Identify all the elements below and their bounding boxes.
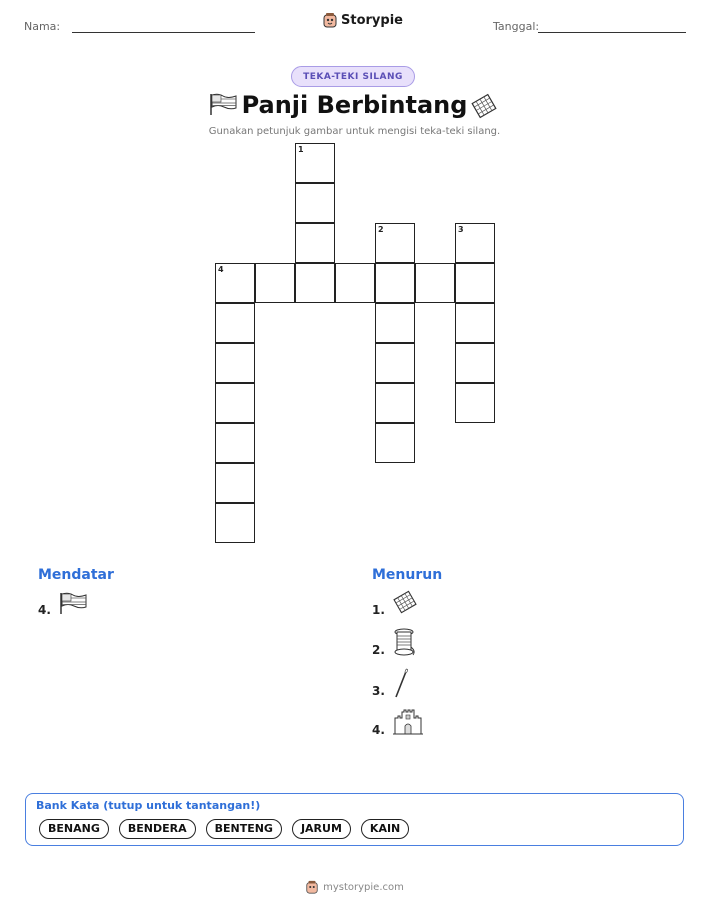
mascot-icon [305,880,319,894]
word-bank-list [39,819,409,839]
crossword-cell[interactable] [215,383,255,423]
crossword-cell[interactable] [255,263,295,303]
across-clue-4 [38,589,88,617]
crossword-cell[interactable] [215,303,255,343]
clue-number: 1 [298,145,304,154]
crossword-cell[interactable] [415,263,455,303]
crossword-cell[interactable] [295,183,335,223]
flag-icon [58,591,88,615]
clue-number: 4 [218,265,224,274]
crossword-cell[interactable] [455,383,495,423]
crossword-cell[interactable] [295,223,335,263]
thread-spool-icon [392,627,418,657]
crossword-cell[interactable] [455,223,495,263]
down-clue-1 [372,587,418,617]
brand-logo [322,12,403,28]
date-label: Tanggal: [493,20,540,33]
date-line [538,32,686,33]
crossword-cell[interactable] [215,343,255,383]
clue-number: 3. [372,684,385,698]
down-heading: Menurun [372,567,443,583]
crossword-cell[interactable] [455,303,495,343]
word-chip: JARUM [292,819,351,839]
footer-url[interactable]: mystorypie.com [323,881,404,893]
crossword-cell[interactable] [215,423,255,463]
crossword-cell[interactable] [455,343,495,383]
fabric-icon [470,93,498,119]
fortress-icon [392,708,424,736]
clue-number: 4. [372,723,385,737]
clue-number: 1. [372,603,385,617]
clue-number: 2 [378,225,384,234]
crossword-cell[interactable] [455,263,495,303]
brand-name: Storypie [341,12,403,28]
word-bank-title: Bank Kata (tutup untuk tantangan!) [36,799,261,812]
word-bank [25,793,684,846]
crossword-cell[interactable] [215,263,255,303]
word-chip: BENTENG [206,819,282,839]
crossword-cell[interactable] [375,263,415,303]
instructions: Gunakan petunjuk gambar untuk mengisi teka-teki silang. [208,126,501,137]
clue-number: 4. [38,603,51,617]
word-chip: BENDERA [119,819,196,839]
word-chip: KAIN [361,819,409,839]
crossword-cell[interactable] [215,463,255,503]
page-title: Panji Berbintang [241,91,468,119]
crossword-cell[interactable] [375,343,415,383]
across-heading: Mendatar [38,567,114,583]
name-line [72,32,255,33]
crossword-cell[interactable] [335,263,375,303]
down-clue-3 [372,667,412,699]
word-chip: BENANG [39,819,109,839]
mascot-icon [322,12,338,28]
crossword-cell[interactable] [295,143,335,183]
down-clue-2 [372,627,418,657]
clue-number: 2. [372,643,385,657]
down-clue-4 [372,707,424,737]
puzzle-type-badge: TEKA-TEKI SILANG [291,66,415,87]
crossword-cell[interactable] [375,223,415,263]
crossword-cell[interactable] [375,383,415,423]
clue-number: 3 [458,225,464,234]
crossword-cell[interactable] [375,303,415,343]
name-label: Nama: [24,20,61,33]
crossword-cell[interactable] [375,423,415,463]
crossword-cell[interactable] [295,263,335,303]
footer [0,880,709,894]
needle-icon [392,667,412,699]
fabric-icon [392,589,418,615]
crossword-cell[interactable] [215,503,255,543]
